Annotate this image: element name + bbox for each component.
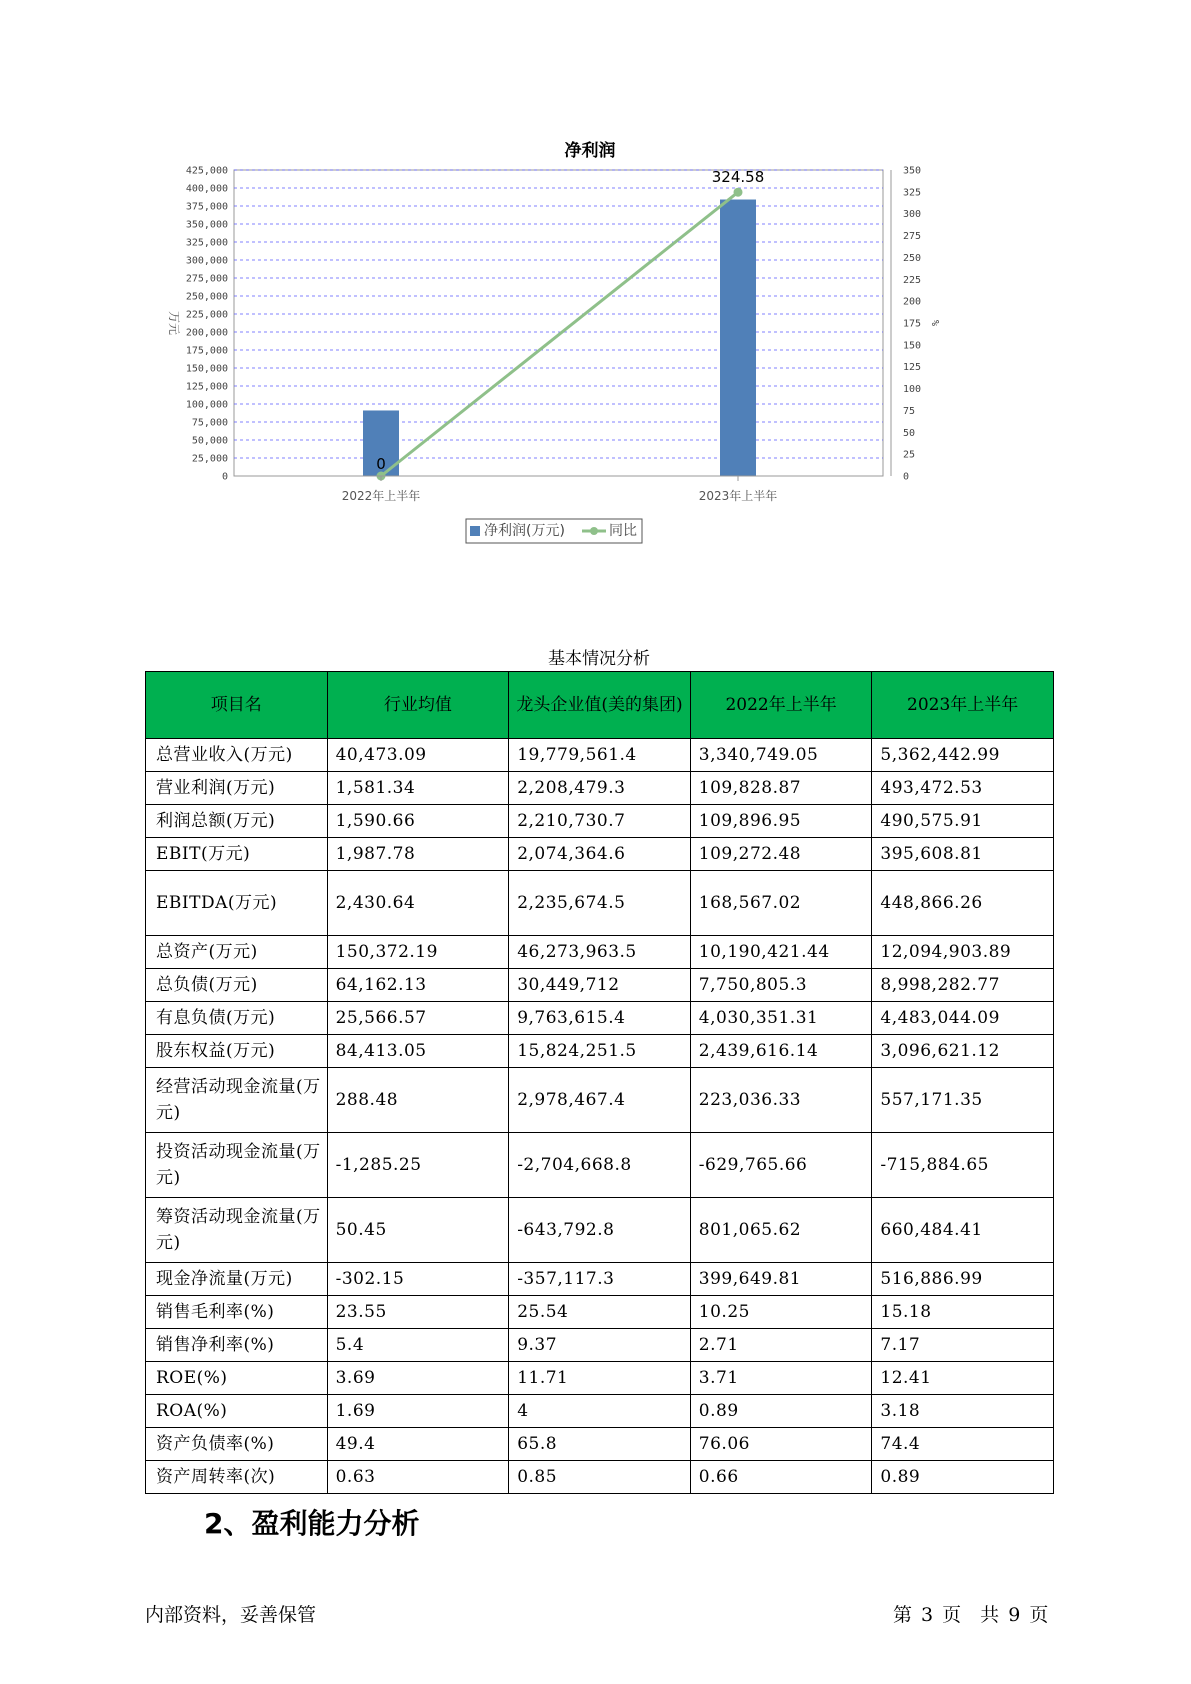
table-cell: 50.45 — [327, 1198, 509, 1263]
table-row — [146, 1362, 1054, 1395]
y2-tick-label: 325 — [903, 187, 922, 199]
table-row-label: 利润总额(万元) — [146, 805, 328, 838]
legend-swatch-yoy-marker — [590, 527, 598, 535]
table-row-label: 总负债(万元) — [146, 969, 328, 1002]
y2-tick-label: 350 — [903, 165, 922, 177]
table-row-label: 营业利润(万元) — [146, 772, 328, 805]
table-cell: 3.18 — [872, 1395, 1054, 1428]
table-cell: 1.69 — [327, 1395, 509, 1428]
table-cell: 74.4 — [872, 1428, 1054, 1461]
y2-tick-label: 225 — [903, 274, 922, 286]
y-tick-label: 100,000 — [185, 399, 228, 411]
table-cell: 46,273,963.5 — [509, 936, 691, 969]
table-header-cell: 行业均值 — [327, 672, 509, 739]
y2-tick-label: 300 — [903, 209, 922, 221]
table-cell: 64,162.13 — [327, 969, 509, 1002]
table-row — [146, 1133, 1054, 1198]
y-tick-label: 75,000 — [191, 417, 228, 429]
table-cell: -643,792.8 — [509, 1198, 691, 1263]
table-cell: 2,978,467.4 — [509, 1068, 691, 1133]
table-row — [146, 1068, 1054, 1133]
table-cell: 395,608.81 — [872, 838, 1054, 871]
table-row-label: 现金净流量(万元) — [146, 1263, 328, 1296]
table-row-label: 筹资活动现金流量(万元) — [146, 1198, 328, 1263]
table-row — [146, 1263, 1054, 1296]
table-row-label: 投资活动现金流量(万元) — [146, 1133, 328, 1198]
table-cell: -357,117.3 — [509, 1263, 691, 1296]
table-cell: 516,886.99 — [872, 1263, 1054, 1296]
table-cell: 660,484.41 — [872, 1198, 1054, 1263]
x-tick-label: 2023年上半年 — [698, 489, 778, 503]
y-tick-label: 175,000 — [185, 345, 228, 357]
table-cell: 2,074,364.6 — [509, 838, 691, 871]
table-cell: 0.89 — [872, 1461, 1054, 1494]
table-cell: 399,649.81 — [690, 1263, 872, 1296]
table-cell: 2,430.64 — [327, 871, 509, 936]
table-cell: -302.15 — [327, 1263, 509, 1296]
table-cell: 109,272.48 — [690, 838, 872, 871]
table-cell: 15.18 — [872, 1296, 1054, 1329]
table-row-label: 资产周转率(次) — [146, 1461, 328, 1494]
bar-net-profit — [720, 200, 756, 476]
table-cell: 76.06 — [690, 1428, 872, 1461]
table-cell: 15,824,251.5 — [509, 1035, 691, 1068]
y-tick-label: 375,000 — [185, 201, 228, 213]
table-cell: 801,065.62 — [690, 1198, 872, 1263]
y-tick-label: 200,000 — [185, 327, 228, 339]
y-tick-label: 225,000 — [185, 309, 228, 321]
data-label-yoy: 0 — [376, 455, 386, 473]
y2-tick-label: 175 — [903, 318, 922, 330]
table-row — [146, 772, 1054, 805]
table-cell: 168,567.02 — [690, 871, 872, 936]
table-row-label: 股东权益(万元) — [146, 1035, 328, 1068]
y-tick-label: 250,000 — [185, 291, 228, 303]
table-cell: 7,750,805.3 — [690, 969, 872, 1002]
table-cell: 150,372.19 — [327, 936, 509, 969]
y2-tick-label: 200 — [903, 296, 922, 308]
table-cell: 3,096,621.12 — [872, 1035, 1054, 1068]
table-cell: 12.41 — [872, 1362, 1054, 1395]
footer-page-number: 第 3 页 共 9 页 — [893, 1604, 1049, 1626]
y-tick-label: 300,000 — [185, 255, 228, 267]
table-cell: 2,439,616.14 — [690, 1035, 872, 1068]
table-row — [146, 1035, 1054, 1068]
y-tick-label: 50,000 — [191, 435, 228, 447]
table-cell: 0.89 — [690, 1395, 872, 1428]
table-cell: 288.48 — [327, 1068, 509, 1133]
table-header-cell: 2023年上半年 — [872, 672, 1054, 739]
table-cell: -629,765.66 — [690, 1133, 872, 1198]
y2-tick-label: 150 — [903, 340, 922, 352]
table-header-cell: 龙头企业值(美的集团) — [509, 672, 691, 739]
table-row-label: 经营活动现金流量(万元) — [146, 1068, 328, 1133]
table-cell: 3.71 — [690, 1362, 872, 1395]
table-cell: 1,581.34 — [327, 772, 509, 805]
table-cell: 4,483,044.09 — [872, 1002, 1054, 1035]
table-cell: 5,362,442.99 — [872, 739, 1054, 772]
table-row-label: ROA(%) — [146, 1395, 328, 1428]
data-label-yoy: 324.58 — [711, 168, 765, 187]
table-cell: 9.37 — [509, 1329, 691, 1362]
y-axis-title: 万元 — [167, 310, 181, 336]
table-row — [146, 805, 1054, 838]
table-row-label: 销售毛利率(%) — [146, 1296, 328, 1329]
basic-analysis-table — [145, 671, 1054, 1494]
table-row — [146, 1002, 1054, 1035]
table-cell: 1,590.66 — [327, 805, 509, 838]
y2-tick-label: 275 — [903, 231, 922, 243]
chart-title: 净利润 — [564, 141, 616, 161]
table-cell: 8,998,282.77 — [872, 969, 1054, 1002]
table-row — [146, 1395, 1054, 1428]
table-cell: 557,171.35 — [872, 1068, 1054, 1133]
table-row-label: 销售净利率(%) — [146, 1329, 328, 1362]
table-cell: 19,779,561.4 — [509, 739, 691, 772]
table-cell: 12,094,903.89 — [872, 936, 1054, 969]
legend-label-net-profit: 净利润(万元) — [484, 523, 565, 539]
table-header-cell: 项目名 — [146, 672, 328, 739]
table-cell: 10,190,421.44 — [690, 936, 872, 969]
table-cell: 4,030,351.31 — [690, 1002, 872, 1035]
y-tick-label: 150,000 — [185, 363, 228, 375]
table-row-label: EBIT(万元) — [146, 838, 328, 871]
y-tick-label: 275,000 — [185, 273, 228, 285]
table-cell: -1,285.25 — [327, 1133, 509, 1198]
table-cell: 5.4 — [327, 1329, 509, 1362]
y-tick-label: 0 — [221, 471, 228, 483]
table-cell: 2.71 — [690, 1329, 872, 1362]
table-row-label: 资产负债率(%) — [146, 1428, 328, 1461]
table-cell: 84,413.05 — [327, 1035, 509, 1068]
x-tick-label: 2022年上半年 — [341, 489, 421, 503]
table-row-label: 总营业收入(万元) — [146, 739, 328, 772]
table-cell: 0.63 — [327, 1461, 509, 1494]
table-row-label: ROE(%) — [146, 1362, 328, 1395]
y2-tick-label: 25 — [903, 449, 916, 461]
table-row-label: 总资产(万元) — [146, 936, 328, 969]
table-cell: 3.69 — [327, 1362, 509, 1395]
table-cell: 448,866.26 — [872, 871, 1054, 936]
table-row — [146, 739, 1054, 772]
y-tick-label: 400,000 — [185, 183, 228, 195]
table-cell: 11.71 — [509, 1362, 691, 1395]
table-row-label: 有息负债(万元) — [146, 1002, 328, 1035]
table-cell: 4 — [509, 1395, 691, 1428]
table-header-row — [146, 672, 1054, 739]
table-cell: 49.4 — [327, 1428, 509, 1461]
y2-tick-label: 250 — [903, 252, 922, 264]
table-cell: 40,473.09 — [327, 739, 509, 772]
table-cell: 65.8 — [509, 1428, 691, 1461]
line-yoy — [381, 192, 738, 476]
table-cell: 30,449,712 — [509, 969, 691, 1002]
table-cell: 493,472.53 — [872, 772, 1054, 805]
table-cell: 223,036.33 — [690, 1068, 872, 1133]
table-row-label: EBITDA(万元) — [146, 871, 328, 936]
table-cell: 25,566.57 — [327, 1002, 509, 1035]
y-tick-label: 350,000 — [185, 219, 228, 231]
table-cell: 109,896.95 — [690, 805, 872, 838]
table-row — [146, 1198, 1054, 1263]
table-cell: -715,884.65 — [872, 1133, 1054, 1198]
plot-area-border — [234, 170, 883, 476]
section-heading: 2、盈利能力分析 — [204, 1507, 420, 1540]
legend-label-yoy: 同比 — [609, 523, 637, 539]
y-tick-label: 325,000 — [185, 237, 228, 249]
table-cell: 3,340,749.05 — [690, 739, 872, 772]
table-row — [146, 1329, 1054, 1362]
table-cell: 1,987.78 — [327, 838, 509, 871]
table-cell: -2,704,668.8 — [509, 1133, 691, 1198]
table-row — [146, 1428, 1054, 1461]
footer-confidential-note: 内部资料，妥善保管 — [145, 1604, 317, 1626]
table-caption: 基本情况分析 — [548, 649, 650, 669]
y2-tick-label: 0 — [903, 471, 910, 483]
table-row — [146, 1296, 1054, 1329]
net-profit-chart — [160, 130, 1040, 600]
y2-tick-label: 75 — [903, 405, 916, 417]
table-cell: 7.17 — [872, 1329, 1054, 1362]
table-row — [146, 838, 1054, 871]
table-cell: 2,208,479.3 — [509, 772, 691, 805]
table-cell: 23.55 — [327, 1296, 509, 1329]
table-row — [146, 936, 1054, 969]
table-header-cell: 2022年上半年 — [690, 672, 872, 739]
y-tick-label: 425,000 — [185, 165, 228, 177]
table-cell: 25.54 — [509, 1296, 691, 1329]
y2-axis-title: % — [929, 319, 940, 327]
y2-tick-label: 125 — [903, 362, 922, 374]
y2-tick-label: 100 — [903, 384, 922, 396]
table-cell: 0.66 — [690, 1461, 872, 1494]
table-row — [146, 1461, 1054, 1494]
table-row — [146, 969, 1054, 1002]
y2-tick-label: 50 — [903, 427, 916, 439]
y-tick-label: 125,000 — [185, 381, 228, 393]
table-cell: 2,210,730.7 — [509, 805, 691, 838]
table-cell: 9,763,615.4 — [509, 1002, 691, 1035]
line-yoy-marker — [734, 188, 743, 197]
table-cell: 490,575.91 — [872, 805, 1054, 838]
table-cell: 10.25 — [690, 1296, 872, 1329]
table-cell: 0.85 — [509, 1461, 691, 1494]
table-cell: 109,828.87 — [690, 772, 872, 805]
legend-swatch-net-profit — [470, 526, 480, 536]
chart-canvas — [160, 130, 1040, 600]
y-tick-label: 25,000 — [191, 453, 228, 465]
table-cell: 2,235,674.5 — [509, 871, 691, 936]
table-row — [146, 871, 1054, 936]
